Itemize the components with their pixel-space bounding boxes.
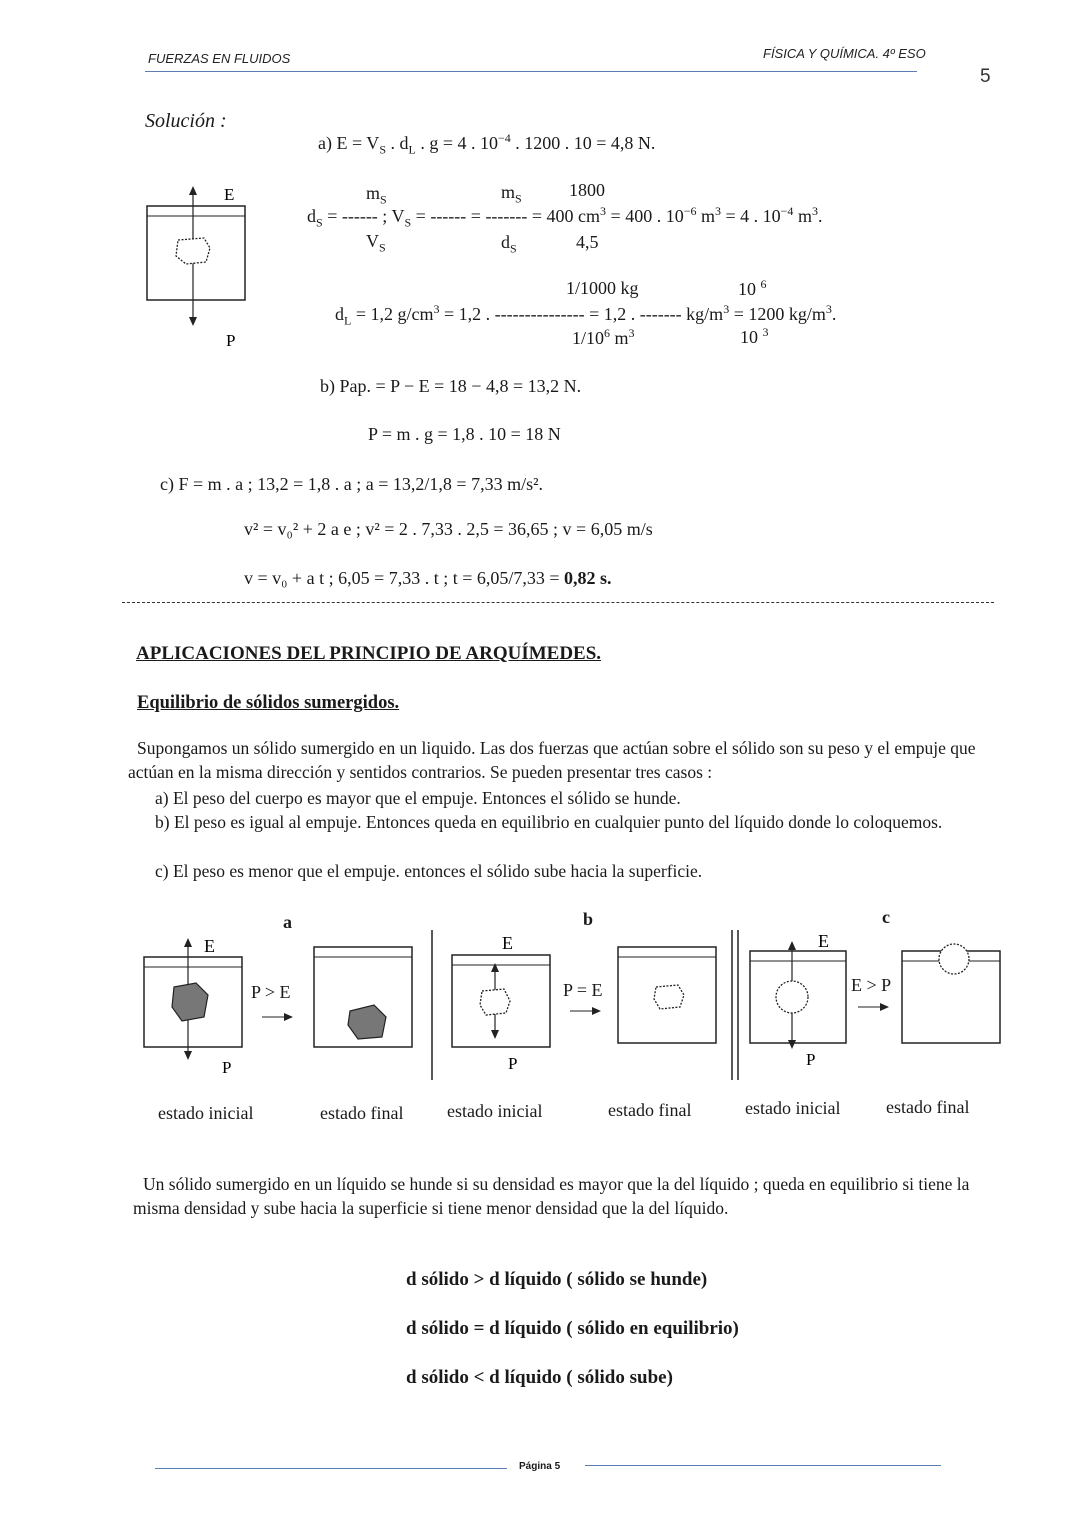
a-line-start: a) E = V [318,133,380,153]
solution-c-line: c) F = m . a ; 13,2 = 1,8 . a ; a = 13,2/1,8 = 7,33 m/s². [160,474,543,494]
ds-line: $d_S$ = ------ ; $V_S$ = ------ = ------- = 400 $cm^3 = 400$ . $10^{-6}$ $m^3 = 4$ . $10^{-4}$ $m^3$. [307,204,823,230]
solution-p-line: P = m . g = 1,8 . 10 = 18 N [368,424,561,444]
relation-less: d sólido < d líquido ( sólido sube) [406,1367,673,1388]
solution-diagram-E: E [224,185,235,204]
caption-c-initial: estado inicial [745,1098,841,1118]
header-left: FUERZAS EN FLUIDOS [148,51,291,66]
case-label-c: c [882,907,890,927]
a-line-rest: 1200 . 10 = 4,8 N. [524,133,656,153]
footer-rule-right [585,1465,941,1466]
separator [122,602,994,603]
caption-c-final: estado final [886,1097,970,1117]
section-subtitle: Equilibrio de sólidos sumergidos. [137,693,400,713]
solution-label: Solución : [145,110,227,132]
case-b-E: E [502,933,513,953]
condition-c: E > P [851,975,892,995]
dl-den-2: 10 $^3$ [740,325,769,347]
v-line-text: v = v₀ + a t ; 6,05 = 7,33 . t ; t = 6,05/7,33 = [244,568,560,588]
condition-a: P > E [251,982,291,1002]
ds-numerator: $m_S$ [366,183,387,207]
footer-rule-left [155,1468,507,1469]
case-c: c) El peso es menor que el empuje. entonces el sólido sube hacia la superficie. [155,861,703,881]
case-label-a: a [283,912,292,932]
solution-b-line: b) Pap. = P − E = 18 − 4,8 = 13,2 N. [320,376,582,396]
section-title: APLICACIONES DEL PRINCIPIO DE ARQUÍMEDES. [136,643,602,664]
case-b: b) El peso es igual al empuje. Entonces queda en equilibrio en cualquier punto del líquido donde lo coloquemos. [155,812,943,832]
footer-page: Página 5 [519,1461,561,1472]
solution-a-line: a) $E = V_S$ . $d_L$ . g = 4 . $10^{-4}$ . 1200 . 10 = 4,8 N. [318,131,656,157]
page-number: 5 [980,66,991,87]
case-c-P: P [806,1050,816,1069]
intro-paragraph: Supongamos un sólido sumergido en un liquido. Las dos fuerzas que actúan sobre el sólido son su peso y el empuje que actúan en la misma dirección y sentidos contrarios. Se pueden presentar tres casos : [128,738,976,782]
caption-a-final: estado final [320,1103,404,1123]
solution-diagram-P: P [226,331,236,350]
header-right: FÍSICA Y QUÍMICA. 4º ESO [763,46,926,61]
case-c-E: E [818,931,829,951]
vs-numerator: $m_S$ [501,182,522,206]
case-label-b: b [583,909,594,929]
vs-den-value: 4,5 [576,232,599,252]
case-a-P: P [222,1058,232,1077]
condition-b: P = E [563,980,603,1000]
caption-b-final: estado final [608,1100,692,1120]
dl-num-2: 10 $^6$ [738,277,767,299]
caption-b-initial: estado inicial [447,1101,543,1121]
case-a-E: E [204,936,215,956]
ds-denominator: $V_S$ [366,231,386,255]
case-b-P: P [508,1054,518,1073]
vs-denominator: $d_S$ [501,232,517,256]
header-rule [145,71,917,72]
relation-greater: d sólido > d líquido ( sólido se hunde) [406,1269,708,1290]
vs-num-value: 1800 [569,180,605,200]
dl-num-1: 1/1000 kg [566,278,639,298]
solution-v-line [244,568,612,589]
dl-den-1: $1/10^6$ $m^3$ [572,326,635,348]
conclusion-paragraph: Un sólido sumergido en un líquido se hunde si su densidad es mayor que la del líquido ; queda en equilibrio si tiene la misma densidad y sube hacia la superficie si tiene menor densidad que la del líquido. [133,1174,970,1218]
v-line-result: 0,82 s. [564,568,612,588]
relation-equal: d sólido = d líquido ( sólido en equilibrio) [406,1318,739,1339]
caption-a-initial: estado inicial [158,1103,254,1123]
solution-diagram [140,178,250,353]
case-a: a) El peso del cuerpo es mayor que el empuje. Entonces el sólido se hunde. [155,788,681,808]
solution-v2-line: v² = v₀² + 2 a e ; v² = 2 . 7,33 . 2,5 = 36,65 ; v = 6,05 m/s [244,519,653,539]
dl-line: $d_L = 1,2$ $g/cm^3 = 1,2$ . --------------- = 1,2 . ------- $kg/m^3 = 1200$ $kg/m^3$. [335,302,837,328]
